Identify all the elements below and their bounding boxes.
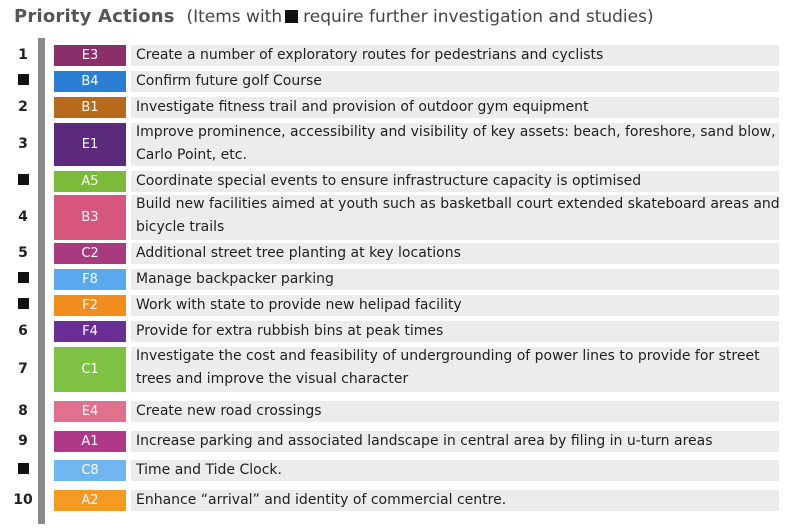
priority-rank: 9 (18, 433, 28, 449)
legend-text-after: require further investigation and studies) (303, 7, 654, 27)
further-study-square-icon (8, 295, 38, 316)
action-description: Provide for extra rubbish bins at peak times (136, 323, 444, 339)
action-description: Investigate the cost and feasibility of undergrounding of power lines to provide for street trees and improve the visual character (136, 348, 760, 387)
priority-rank: 4 (18, 209, 28, 225)
page-header (14, 4, 654, 30)
action-description: Build new facilities aimed at youth such as basketball court extended skateboard areas and bicycle trails (136, 196, 780, 235)
further-study-square-icon (8, 460, 38, 481)
action-code-badge: E3 (54, 45, 126, 66)
priority-rank: 6 (18, 323, 28, 339)
legend-text (186, 7, 653, 27)
action-code-badge: C8 (54, 460, 126, 481)
priority-rank: 2 (18, 99, 28, 115)
action-description: Confirm future golf Course (136, 73, 322, 89)
priority-rank: 1 (18, 47, 28, 63)
priority-row (0, 347, 793, 392)
further-study-square-icon (8, 71, 38, 92)
action-code-badge: F8 (54, 269, 126, 290)
action-code-badge: F4 (54, 321, 126, 342)
action-description: Increase parking and associated landscape in central area by filing in u-turn areas (136, 433, 713, 449)
action-description: Create a number of exploratory routes for pedestrians and cyclists (136, 47, 604, 63)
priority-row (0, 45, 793, 66)
priority-rank: 10 (13, 492, 33, 508)
action-code-badge: A1 (54, 431, 126, 452)
action-code-badge: A5 (54, 171, 126, 192)
action-description: Create new road crossings (136, 403, 322, 419)
action-code-badge: C2 (54, 243, 126, 264)
action-code-badge: B3 (54, 195, 126, 240)
action-code-badge: B1 (54, 97, 126, 118)
further-study-square-icon (285, 10, 298, 23)
priority-row (0, 490, 793, 511)
action-description: Manage backpacker parking (136, 271, 334, 287)
action-description: Coordinate special events to ensure infrastructure capacity is optimised (136, 173, 642, 189)
priority-row (0, 321, 793, 342)
priority-rank: 8 (18, 403, 28, 419)
action-code-badge: A2 (54, 490, 126, 511)
action-code-badge: E4 (54, 401, 126, 422)
priority-row (0, 243, 793, 264)
action-description: Enhance “arrival” and identity of commercial centre. (136, 492, 507, 508)
priority-rank: 5 (18, 245, 28, 261)
priority-row (0, 171, 793, 192)
action-code-badge: C1 (54, 347, 126, 392)
priority-rank: 7 (18, 361, 28, 377)
priority-row (0, 431, 793, 452)
further-study-square-icon (8, 171, 38, 192)
action-description: Work with state to provide new helipad facility (136, 297, 462, 313)
priority-row (0, 401, 793, 422)
action-description: Improve prominence, accessibility and visibility of key assets: beach, foreshore, sand blow, Carlo Point, etc. (136, 124, 776, 163)
priority-row (0, 295, 793, 316)
action-code-badge: B4 (54, 71, 126, 92)
further-study-square-icon (8, 269, 38, 290)
page-title: Priority Actions (14, 6, 175, 27)
action-code-badge: E1 (54, 123, 126, 166)
action-description: Investigate fitness trail and provision of outdoor gym equipment (136, 99, 589, 115)
priority-row (0, 195, 793, 240)
priority-row (0, 460, 793, 481)
action-description: Additional street tree planting at key locations (136, 245, 461, 261)
priority-row (0, 269, 793, 290)
legend-text-before: (Items with (186, 7, 283, 27)
action-code-badge: F2 (54, 295, 126, 316)
priority-row (0, 97, 793, 118)
action-description: Time and Tide Clock. (136, 462, 282, 478)
priority-row (0, 123, 793, 166)
priority-rank: 3 (18, 136, 28, 152)
priority-row (0, 71, 793, 92)
